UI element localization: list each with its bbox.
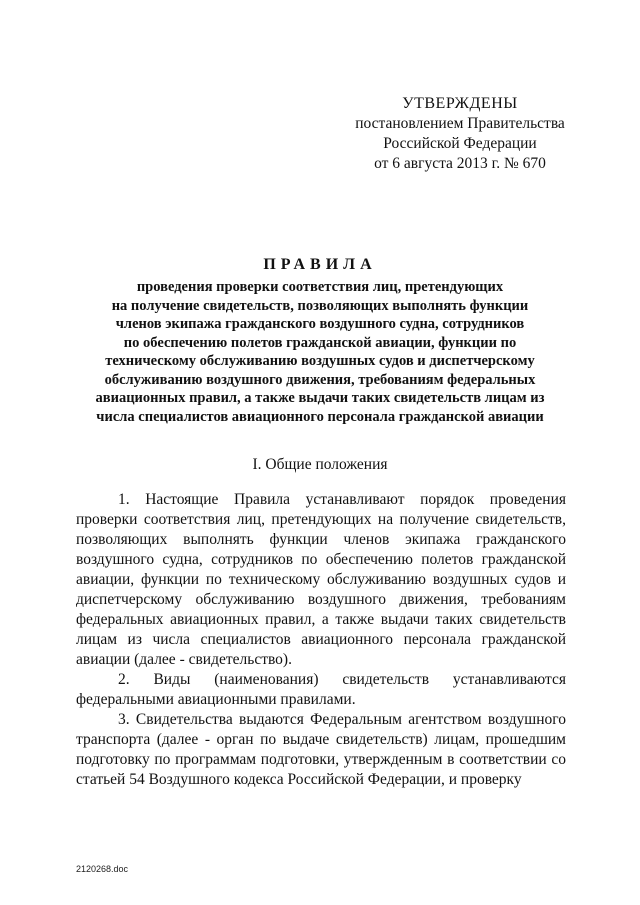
- subtitle-line: проведения проверки соответствия лиц, претендующих: [136, 279, 504, 295]
- paragraph-1: 1. Настоящие Правила устанавливают порядок проведения проверки соответствия лиц, претендующих на получение свидетельств, позволяющих выполнять функции членов экипажа гражданского воздушного судна, сотрудников по обеспечению полетов гражданской авиации, функции по техническому обслуживанию воздушных судов и диспетчерскому обслуживанию воздушного движения, требованиям федеральных авиационных правил, а также выдачи таких свидетельств лицам из числа специалистов авиационного персонала гражданской авиации (далее - свидетельство).: [76, 491, 566, 668]
- document-title: ПРАВИЛА: [263, 256, 377, 273]
- subtitle-line: авиационных правил, а также выдачи таких свидетельств лицам из: [95, 390, 545, 406]
- subtitle-line: обслуживанию воздушного движения, требованиям федеральных: [104, 371, 536, 388]
- paragraph-3: 3. Свидетельства выдаются Федеральным агентством воздушного транспорта (далее - орган по выдаче свидетельств) лицам, прошедшим подготовку по программам подготовки, утвержденным в соответствии со статьей 54 Воздушного кодекса Российской Федерации, и проверку: [76, 711, 566, 788]
- approval-decree-line: постановлением Правительства: [355, 115, 565, 132]
- approval-authority-line: Российской Федерации: [383, 135, 537, 152]
- subtitle-line: по обеспечению полетов гражданской авиации, функции по: [123, 334, 517, 351]
- subtitle-line: числа специалистов авиационного персонала гражданской авиации: [96, 408, 544, 425]
- subtitle-line: членов экипажа гражданского воздушного судна, сотрудников: [115, 316, 525, 332]
- approval-stamp: [330, 94, 590, 174]
- section-heading: I. Общие положения: [252, 456, 388, 473]
- file-code-footer: 2120268.doc: [76, 864, 129, 874]
- paragraph-2: 2. Виды (наименования) свидетельств устанавливаются федеральными авиационными правилами.: [76, 671, 566, 708]
- subtitle-line: на получение свидетельств, позволяющих выполнять функции: [111, 297, 529, 314]
- approval-heading: УТВЕРЖДЕНЫ: [402, 95, 518, 112]
- approval-date-number-line: от 6 августа 2013 г. № 670: [374, 155, 546, 172]
- document-body: [76, 490, 566, 790]
- document-subtitle: [80, 278, 560, 426]
- subtitle-line: техническому обслуживанию воздушных судов и диспетчерскому: [105, 353, 535, 369]
